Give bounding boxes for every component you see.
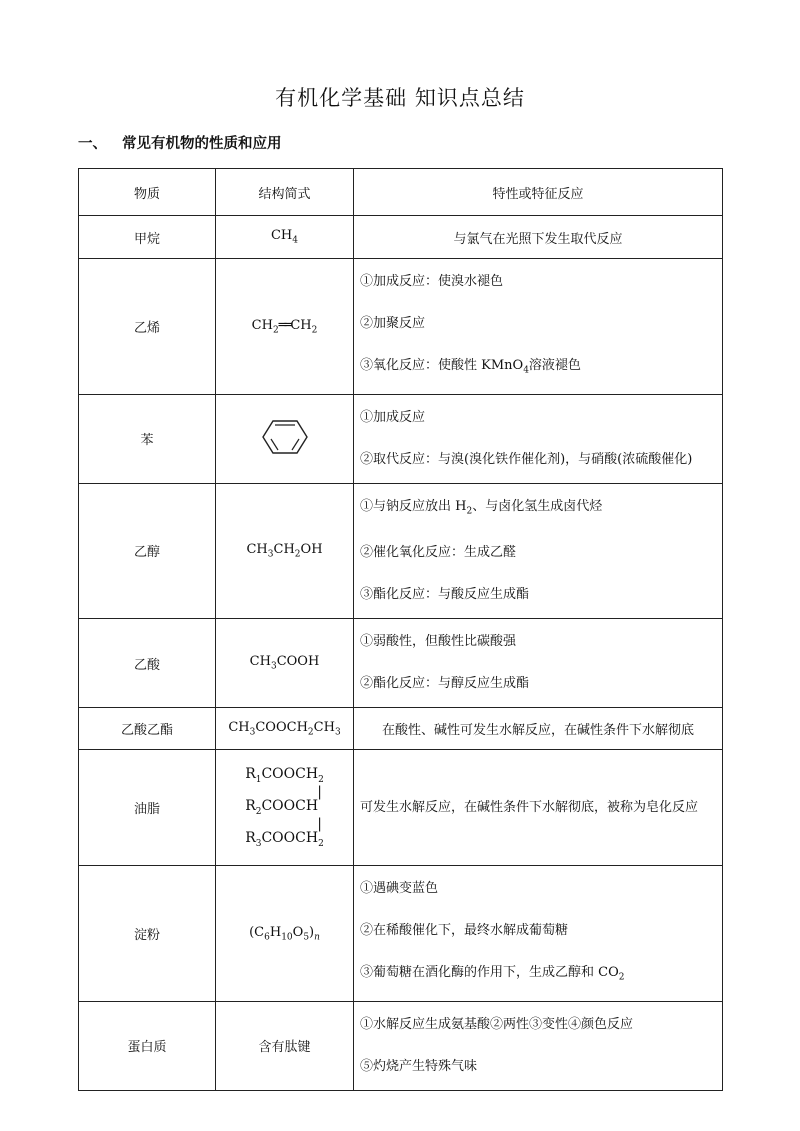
table-row — [79, 216, 723, 259]
property-text: ①遇碘变蓝色 — [360, 881, 439, 897]
substance-name: 乙烯 — [79, 259, 216, 395]
property-text: ①与钠反应放出 $H_2$、与卤化氢生成卤代烃 — [360, 498, 603, 517]
substance-name: 苯 — [79, 394, 216, 483]
table-row — [79, 750, 723, 866]
property-text: ⑤灼烧产生特殊气味 — [360, 1058, 478, 1074]
property-cell — [354, 866, 723, 1002]
structural-formula: 含有肽键 — [216, 1001, 354, 1090]
property-text: 可发生水解反应，在碱性条件下水解彻底，被称为皂化反应 — [360, 799, 699, 815]
structural-formula: $CH_3CH_2OH$ — [216, 483, 354, 619]
property-text: ③氧化反应：使酸性 KMnO$_4$溶液褪色 — [360, 358, 581, 376]
double-bond: ══ — [278, 317, 291, 333]
structural-formula: $CH_3COOH$ — [216, 619, 354, 708]
organic-compounds-table — [78, 168, 723, 1091]
property-cell — [354, 750, 723, 866]
property-text: ③酯化反应：与酸反应生成酯 — [360, 587, 530, 603]
property-text: ①加成反应 — [360, 409, 426, 425]
substance-name: 甲烷 — [79, 216, 216, 259]
property-cell — [354, 394, 723, 483]
table-header-row — [79, 169, 723, 216]
table-row — [79, 708, 723, 750]
substance-name: 淀粉 — [79, 866, 216, 1002]
substance-name: 乙酸乙酯 — [79, 708, 216, 750]
property-text: 在酸性、碱性可发生水解反应，在碱性条件下水解彻底 — [354, 708, 723, 750]
section-title: 常见有机物的性质和应用 — [122, 136, 282, 152]
property-text: 与氯气在光照下发生取代反应 — [354, 216, 723, 259]
property-cell — [354, 619, 723, 708]
structural-formula: $(C_6H_{10}O_5)_n$ — [216, 866, 354, 1002]
property-text: ①弱酸性，但酸性比碳酸强 — [360, 634, 517, 650]
property-text: ③葡萄糖在酒化酶的作用下，生成乙醇和 $CO_2$ — [360, 965, 625, 983]
structural-formula: $CH_3COOCH_2CH_3$ — [216, 708, 354, 750]
property-text: ②催化氧化反应：生成乙醛 — [360, 545, 517, 561]
property-text: ②在稀酸催化下，最终水解成葡萄糖 — [360, 923, 569, 939]
table-row — [79, 866, 723, 1002]
property-text: ①加成反应：使溴水褪色 — [360, 274, 504, 289]
document-title: 有机化学基础 知识点总结 — [275, 86, 525, 110]
substance-name: 油脂 — [79, 750, 216, 866]
property-text: ①水解反应生成氨基酸②两性③变性④颜色反应 — [360, 1016, 634, 1032]
table-row — [79, 483, 723, 619]
header-properties: 特性或特征反应 — [354, 169, 723, 216]
benzene-ring-icon — [261, 418, 309, 456]
structural-formula: $CH_2══CH_2$ — [216, 259, 354, 395]
structural-formula: $CH_4$ — [216, 216, 354, 259]
property-text: ②加聚反应 — [360, 316, 426, 331]
section-heading — [78, 132, 282, 153]
property-cell — [354, 483, 723, 619]
property-cell — [354, 259, 723, 395]
substance-name: 蛋白质 — [79, 1001, 216, 1090]
property-cell — [354, 1001, 723, 1090]
structural-formula — [216, 394, 354, 483]
substance-name: 乙醇 — [79, 483, 216, 619]
property-text: ②酯化反应：与醇反应生成酯 — [360, 676, 530, 692]
table-row — [79, 619, 723, 708]
table-row — [79, 1001, 723, 1090]
section-number: 一、 — [78, 136, 107, 152]
triglyceride-formula: $R_1COOCH_2$ | $R_2COOCH$ | $R_3COOCH_2$ — [245, 765, 324, 849]
structural-formula — [216, 750, 354, 866]
table-row — [79, 259, 723, 395]
property-text: ②取代反应：与溴(溴化铁作催化剂)，与硝酸(浓硫酸催化) — [360, 451, 693, 467]
substance-name: 乙酸 — [79, 619, 216, 708]
header-substance: 物质 — [79, 169, 216, 216]
table-row — [79, 394, 723, 483]
header-formula: 结构简式 — [216, 169, 354, 216]
